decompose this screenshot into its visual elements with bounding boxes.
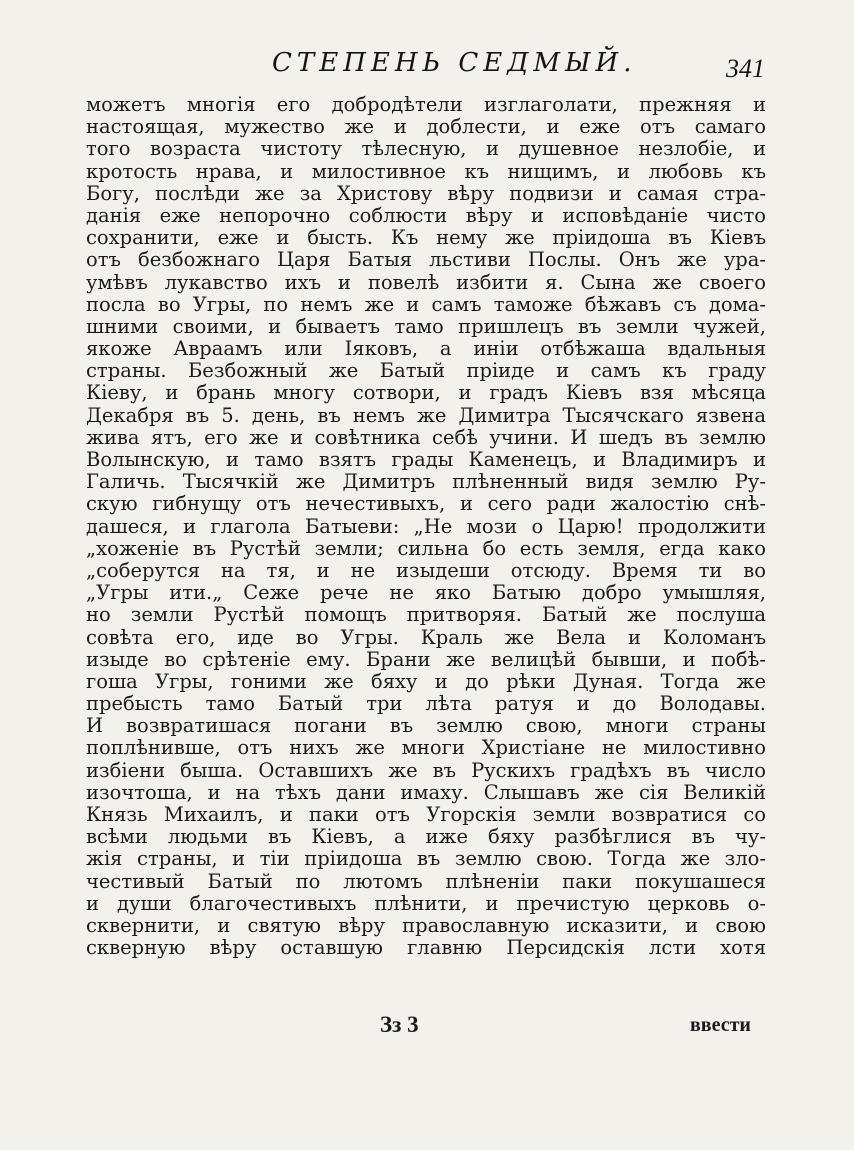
text-line: жія страны, и тіи пріидоша въ землю свою. Тогда же зло-: [86, 848, 766, 871]
text-line: И возвратишася погани въ землю свою, многи страны: [86, 715, 766, 738]
text-line: страны. Безбожный же Батый пріиде и самъ къ граду: [86, 360, 766, 383]
text-line: сквернити, и святую вѣру православную исказити, и свою: [86, 914, 766, 937]
text-line: всѣми людьми въ Кіевъ, а иже бяху разбѣглися въ чу-: [86, 826, 766, 849]
text-line: скверную вѣру оставшую главню Персидскія лсти хотя: [86, 937, 766, 960]
text-line: сохранити, еже и бысть. Къ нему же пріидоша въ Кіевъ: [86, 227, 766, 250]
page-number: 341: [726, 54, 765, 83]
text-line: Кіеву, и брань многу сотвори, и градъ Кіевъ взя мѣсяца: [86, 382, 766, 405]
text-line: „соберутся на тя, и не изыдеши отсюду. Время ти во: [86, 559, 766, 582]
text-line: Галичь. Тысячкій же Димитръ плѣненный видя землю Ру-: [86, 471, 766, 494]
body-text: [86, 94, 766, 959]
text-line: совѣта его, иде во Угры. Краль же Вела и Коломанъ: [86, 626, 766, 649]
text-line: Князь Михаилъ, и паки отъ Угорскія земли возвратися со: [86, 804, 766, 826]
text-line: честивый Батый по лютомъ плѣненіи паки покушашеся: [86, 870, 766, 893]
text-line: шними своими, и бываетъ тамо пришлецъ въ земли чужей,: [86, 315, 766, 338]
text-line: Богу, послѣди же за Христову вѣру подвизи и самая стра-: [86, 182, 766, 205]
text-line: Волынскую, и тамо взятъ грады Каменецъ, и Владимиръ и: [86, 449, 766, 471]
text-line: умѣвъ лукавство ихъ и повелѣ избити я. Сына же своего: [86, 271, 766, 294]
text-line: и души благочестивыхъ плѣнити, и пречистую церковь о-: [86, 892, 766, 915]
text-line: гоша Угры, гоними же бяху и до рѣки Дуная. Тогда же: [86, 670, 766, 693]
text-line: скую гибнущу отъ нечестивыхъ, и сего ради жалостію снѣ-: [86, 493, 766, 516]
text-line: Декабря въ 5. день, въ немъ же Димитра Тысячскаго язвена: [86, 404, 766, 427]
text-line: жива ятъ, его же и совѣтника себѣ учини. И шедъ въ землю: [86, 426, 766, 449]
catchword: ввести: [690, 1014, 751, 1036]
text-line: кротость нрава, и милостивное къ нищимъ, и любовь къ: [86, 160, 766, 183]
text-line: можетъ многія его добродѣтели изглаголати, прежняя и: [86, 94, 766, 116]
text-line: настоящая, мужество же и доблести, и еже отъ самаго: [86, 116, 766, 139]
text-line: отъ безбожнаго Царя Батыя льстиви Послы. Онъ же ура-: [86, 249, 766, 272]
text-line: якоже Авраамъ или Іяковъ, а иніи отбѣжаша вдальныя: [86, 338, 766, 361]
text-line: „Угры ити.„ Сеже рече не яко Батыю добро умышляя,: [86, 582, 766, 605]
text-line: „хоженіе въ Рустѣй земли; сильна бо есть земля, егда како: [86, 537, 766, 560]
text-line: избіени быша. Оставшихъ же въ Рускихъ градѣхъ въ число: [86, 759, 766, 782]
text-line: данія еже непорочно соблюсти вѣру и исповѣданіе чисто: [86, 204, 766, 227]
page-footer: [0, 1012, 854, 1042]
text-line: изыде во срѣтеніе ему. Брани же велицѣй бывши, и побѣ-: [86, 648, 766, 671]
text-line: посла во Угры, по немъ же и самъ таможе бѣжавъ съ дома-: [86, 293, 766, 316]
signature-mark: Зз 3: [380, 1012, 419, 1037]
running-head: [0, 44, 854, 88]
text-line: поплѣнивше, отъ нихъ же многи Христіане не милостивно: [86, 737, 766, 760]
text-line: пребысть тамо Батый три лѣта ратуя и до Володавы.: [86, 693, 766, 716]
text-line: но земли Рустѣй помощъ притворяя. Батый же послуша: [86, 604, 766, 627]
text-line: дашеся, и глагола Батыеви: „Не мози о Царю! продолжити: [86, 515, 766, 538]
text-line: изочтоша, и на тѣхъ дани имаху. Слышавъ же сія Великій: [86, 781, 766, 804]
text-line: того возраста чистоту тѣлесную, и душевное незлобіе, и: [86, 138, 766, 161]
running-title: СТЕПЕНЬ СЕДМЫЙ.: [272, 48, 637, 78]
